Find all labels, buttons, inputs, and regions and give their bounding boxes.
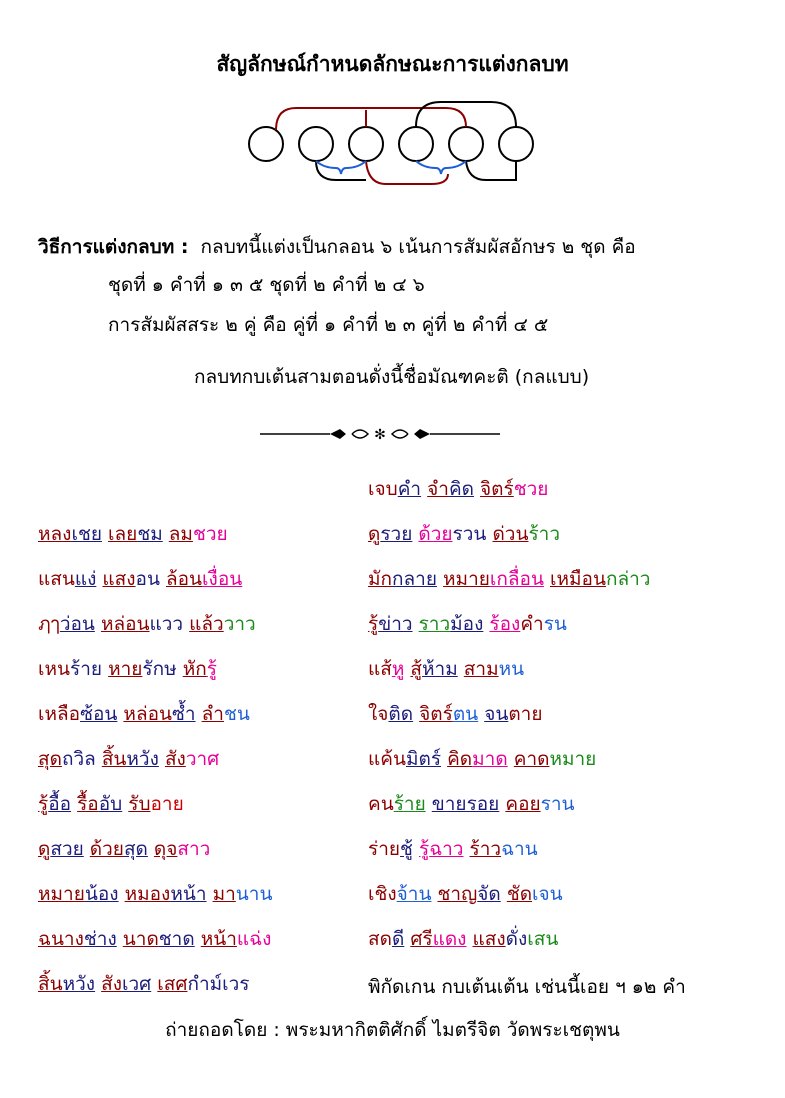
verse-word: น้อง [84,883,119,905]
right_verses-verse-line [368,699,542,729]
verse-word: คาด [513,748,550,770]
verse-word: ราว [418,613,451,635]
verse-word: แล้ว [189,613,224,635]
verse-word: ดู [368,523,381,545]
left_verses-verse-line [38,564,242,594]
verse-word: กล่าว [605,568,651,590]
right_verses-verse-line [368,789,575,819]
verse-word: สิ้น [38,973,63,995]
verse-word: ร่าย [368,838,401,860]
verse-word: อาย [150,793,184,815]
diagram-circle-6 [499,127,533,161]
verse-word: ราน [540,793,575,815]
footer-credit: ถ่ายถอดโดย : พระมหากิตติศักดิ์ ไมตรีจิต วัดพระเชตุพน [165,1019,620,1041]
verse-word: ฉาน [501,838,538,860]
verse-word: อื้อ [48,793,72,815]
verse-word: หัก [182,658,207,680]
verse-word: เงื่อน [202,568,243,590]
verse-word: รู้ [38,793,49,815]
right_verses-verse-line [368,609,567,639]
verse-word: เสศ [157,973,188,995]
verse-word: ชวย [513,478,549,500]
verse-word: จิตร์ [480,478,514,500]
verse-word: ม้อง [450,613,484,635]
verse-word: สู้ [410,658,423,680]
verse-word: รับ [128,793,151,815]
verse-word: ร้อง [489,613,521,635]
left_verses-verse-line [38,609,256,639]
verse-word: รวย [380,523,413,545]
verse-word: ชู้ [400,838,413,860]
verse-word: ด่วน [492,523,529,545]
verse-word: หวัง [126,748,159,770]
verse-word: ชม [137,523,163,545]
verse-word: คิด [448,478,474,500]
verse-word: เหน [38,658,71,680]
verse-word: กำม์เวร [187,973,250,995]
verse-word: สัง [101,973,122,995]
verse-word: คิด [447,748,473,770]
verse-word: ด้วย [89,838,124,860]
verse-word: แวว [149,613,184,635]
verse-word: หน [498,658,525,680]
verse-word: สุด [38,748,62,770]
verse-word: จ้าน [396,883,432,905]
diagram-link-blue-2 [416,161,466,174]
verse-word: ร้าย [393,793,426,815]
verse-word: แดง [432,928,467,950]
verse-word: ร้าย [70,658,103,680]
left_verses-verse-line [38,924,271,954]
verse-word: เชิง [368,883,397,905]
poem-name-line: กลบทกบเต้นสามตอนดั่งนี้ชื่อมัณฑคะติ (กลแบบ) [194,366,590,388]
method-label: วิธีการแต่งกลบท : [38,236,189,258]
verse-word: หน้า [170,883,207,905]
verse-word: คำ [520,613,544,635]
verse-word: ชวย [192,523,228,545]
right_verses-verse-line [368,924,558,954]
verse-word: ใจ [368,703,389,725]
right_verses-verse-line [368,519,560,549]
verse-word: เสน [527,928,559,950]
verse-word: สัง [164,748,186,770]
verse-word: ฉาว [429,838,464,860]
verse-word: สาว [177,838,211,860]
verse-word: ฉนาง [38,928,84,950]
page-title: สัญลักษณ์กำหนดลักษณะการแต่งกลบท [216,52,569,76]
verse-word: ดี [391,928,405,950]
right-final-line: พิกัดเกน กบเต้นเต้น เช่นนี้เอย ฯ ๑๒ คำ [368,976,686,998]
verse-word: เจน [532,883,563,905]
verse-word: แส้ [368,658,392,680]
verse-word: ลำ [201,703,224,725]
verse-word: เกลื่อน [489,568,544,590]
svg-text:✻: ✻ [374,427,386,443]
diagram-link-top-maroon [276,108,466,130]
verse-word: จำ [427,478,449,500]
verse-word: ช่าง [83,928,117,950]
verse-word: วาศ [185,748,220,770]
verse-word: ด้วย [418,523,453,545]
diagram-link-bottom-maroon [366,161,448,184]
verse-word: วาว [223,613,256,635]
verse-word: หวัง [62,973,96,995]
verse-word: อับ [98,793,123,815]
verse-word: จัด [477,883,501,905]
verse-word: คอย [505,793,541,815]
verse-word: ดั่ง [505,928,528,950]
verse-word: ชัด [506,883,533,905]
verse-word: รน [543,613,567,635]
rhyme-pattern-diagram [236,96,536,186]
verse-word: รู้ [368,613,379,635]
verse-word: ศรี [410,928,433,950]
verse-word: สาม [463,658,499,680]
verse-word: ขาย [431,793,467,815]
verse-word: หมาย [443,568,490,590]
verse-word: หมาย [549,748,597,770]
verse-word: กลาย [392,568,437,590]
verse-word: รักษ [142,658,177,680]
verse-word: ติด [388,703,414,725]
diagram-circle-5 [449,127,483,161]
verse-word: มา [212,883,236,905]
verse-word: เจบ [368,478,398,500]
left_verses-verse-line [38,519,228,549]
verse-word: ชาญ [437,883,478,905]
verse-word: มัก [368,568,393,590]
verse-word: คน [368,793,394,815]
verse-word: ชาด [158,928,195,950]
diagram-circle-3 [349,127,383,161]
verse-word: รื้อ [77,793,99,815]
left_verses-verse-line [38,969,250,999]
verse-word: ซ้ำ [172,703,196,725]
verse-word: อน [135,568,160,590]
diagram-link-blue-1 [316,161,366,174]
vowel-rhyme-line: การสัมผัสสระ ๒ คู่ คือ คู่ที่ ๑ คำที่ ๒ ๓ คู่ที่ ๒ คำที่ ๔ ๕ [108,314,549,336]
verse-word: ชน [223,703,250,725]
verse-word: เวศ [122,973,152,995]
verse-word: จน [484,703,509,725]
right_verses-verse-line [368,564,650,594]
verse-word: สุด [123,838,148,860]
left_verses-verse-line [38,789,184,819]
verse-word: สวย [50,838,84,860]
verse-word: ซ้อน [80,703,118,725]
verse-word: หมาย [38,883,85,905]
verse-word: หมอง [124,883,171,905]
verse-word: ข่าว [378,613,413,635]
verse-word: ร้าว [528,523,561,545]
right_verses-verse-line [368,474,548,504]
right_verses-verse-line [368,744,596,774]
verse-word: เหลือ [38,703,81,725]
verse-word: ตาย [508,703,543,725]
verse-word: มาด [472,748,508,770]
verse-word: รู้ [206,658,217,680]
method-text: กลบทนี้แต่งเป็นกลอน ๖ เน้นการสัมผัสอักษร ๒ ชุด คือ [200,236,636,258]
diagram-circle-4 [399,127,433,161]
verse-word: เหมือน [549,568,606,590]
verse-word: นาด [122,928,159,950]
verse-word: หลง [38,523,72,545]
verse-word: ตน [452,703,479,725]
right_verses-verse-line [368,834,538,864]
verse-word: หู [391,658,405,680]
method-line [38,232,636,262]
left_verses-verse-line [38,879,272,909]
verse-word: ดู [38,838,51,860]
verse-word: หล่อน [123,703,172,725]
verse-word: หาย [108,658,143,680]
verse-word: สิ้น [101,748,127,770]
divider-ornament [260,424,500,444]
verse-word: ว่อน [59,613,95,635]
verse-word: แง่ [74,568,97,590]
left_verses-verse-line [38,744,219,774]
verse-word: จิตร์ [419,703,453,725]
verse-word: ลม [168,523,193,545]
verse-word: ล้อน [166,568,203,590]
verse-word: คำ [397,478,422,500]
left_verses-verse-line [38,834,210,864]
verse-word: ถวิล [61,748,96,770]
verse-word: เชย [71,523,102,545]
verse-word: ห้าม [422,658,458,680]
verse-word: แสน [38,568,75,590]
verse-word: ฦๅ [38,613,60,635]
verse-word: รอย [466,793,500,815]
right_verses-verse-line [368,654,524,684]
verse-word: รวน [452,523,487,545]
verse-word: แสง [102,568,136,590]
verse-word: หน้า [200,928,237,950]
verse-word: รู้ [418,838,430,860]
verse-word: แสง [472,928,506,950]
verse-word: แค้น [368,748,406,770]
verse-word: มิตร์ [405,748,442,770]
right_verses-verse-line [368,879,563,909]
left_verses-verse-line [38,699,250,729]
verse-word: สด [368,928,392,950]
set-line: ชุดที่ ๑ คำที่ ๑ ๓ ๕ ชุดที่ ๒ คำที่ ๒ ๔ ๖ [108,274,425,296]
verse-word: นาน [235,883,273,905]
verse-word: ดุจ [153,838,178,860]
diagram-circle-1 [249,127,283,161]
verse-word: ร้าว [469,838,502,860]
verse-word: แฉ่ง [236,928,272,950]
verse-word: หล่อน [100,613,150,635]
diagram-circle-2 [299,127,333,161]
verse-word: เลย [108,523,138,545]
left_verses-verse-line [38,654,217,684]
